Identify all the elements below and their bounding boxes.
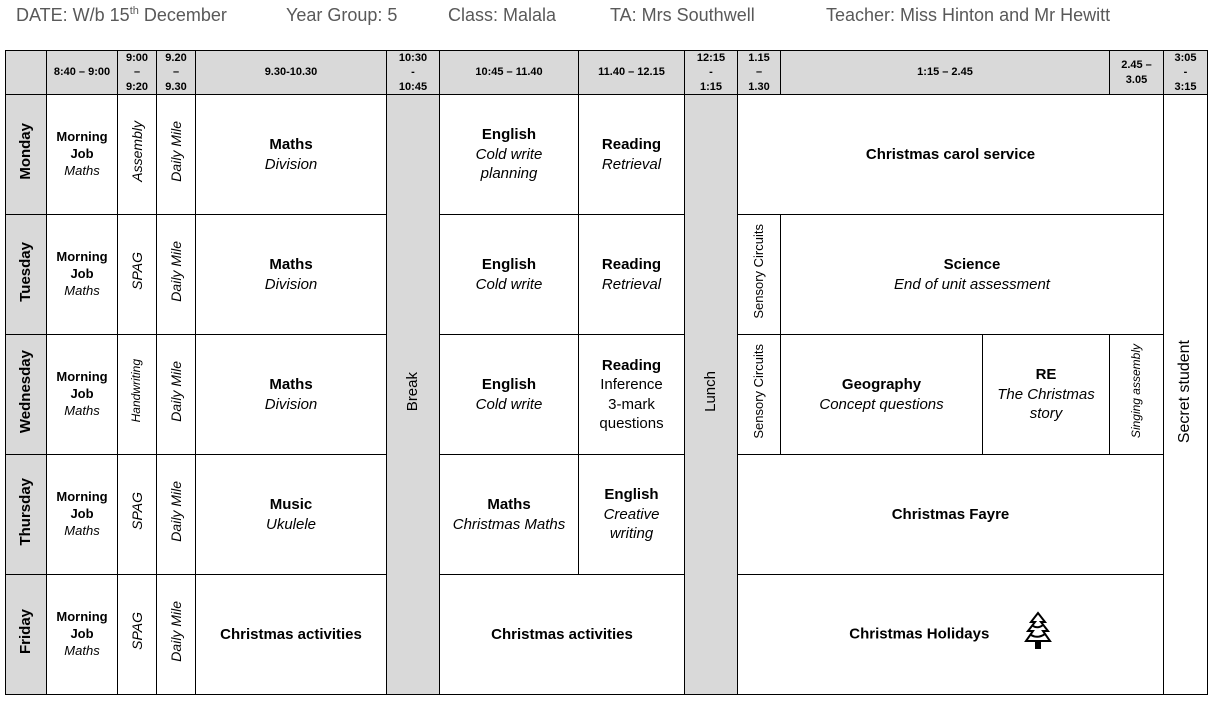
row-wednesday bbox=[6, 335, 1208, 455]
time-slot-11: 2.45 – 3.05 bbox=[1110, 51, 1164, 95]
time-slot-10: 1:15 – 2.45 bbox=[781, 51, 1110, 95]
daily-mile-cell: Daily Mile bbox=[157, 95, 196, 215]
ta-name: TA: Mrs Southwell bbox=[610, 5, 755, 25]
sensory-circuits-cell: Sensory Circuits bbox=[738, 215, 781, 335]
secret-student-cell: Secret student bbox=[1164, 95, 1208, 695]
time-slot-12: 3:05 - 3:15 bbox=[1164, 51, 1208, 95]
lesson-cell: Maths Division bbox=[196, 335, 387, 455]
time-slot-9: 1.15 – 1.30 bbox=[738, 51, 781, 95]
afternoon-cell bbox=[738, 575, 1164, 695]
afternoon-cell: Science End of unit assessment bbox=[781, 215, 1164, 335]
time-slot-7: 11.40 – 12.15 bbox=[579, 51, 685, 95]
year-group: Year Group: 5 bbox=[286, 5, 398, 25]
day-friday: Friday bbox=[6, 575, 47, 695]
sensory-circuits-cell: Sensory Circuits bbox=[738, 335, 781, 455]
geography-cell: Geography Concept questions bbox=[781, 335, 983, 455]
lesson-cell: English Cold write planning bbox=[440, 95, 579, 215]
row-friday bbox=[6, 575, 1208, 695]
morning-job-cell: Morning Job Maths bbox=[47, 215, 118, 335]
corner-cell bbox=[6, 51, 47, 95]
row-thursday bbox=[6, 455, 1208, 575]
lesson-cell: English Cold write bbox=[440, 215, 579, 335]
lesson-cell: Music Ukulele bbox=[196, 455, 387, 575]
afternoon-cell: Christmas carol service bbox=[738, 95, 1164, 215]
date-label: DATE: W/b 15th December bbox=[16, 5, 227, 25]
lesson-cell: Reading Retrieval bbox=[579, 215, 685, 335]
lunch-cell: Lunch bbox=[685, 95, 738, 695]
lesson-cell: Maths Division bbox=[196, 215, 387, 335]
lesson-cell: English Creative writing bbox=[579, 455, 685, 575]
lesson-cell: Reading Retrieval bbox=[579, 95, 685, 215]
spag-cell: SPAG bbox=[118, 215, 157, 335]
handwriting-cell: Handwriting bbox=[118, 335, 157, 455]
lesson-cell: Reading Inference 3-mark questions bbox=[579, 335, 685, 455]
daily-mile-cell: Daily Mile bbox=[157, 215, 196, 335]
time-slot-1: 8:40 – 9:00 bbox=[47, 51, 118, 95]
time-slot-2: 9:00 – 9:20 bbox=[118, 51, 157, 95]
row-monday bbox=[6, 95, 1208, 215]
time-slot-5: 10:30 - 10:45 bbox=[387, 51, 440, 95]
morning-job-cell: Morning Job Maths bbox=[47, 455, 118, 575]
spag-cell: SPAG bbox=[118, 575, 157, 695]
day-monday: Monday bbox=[6, 95, 47, 215]
assembly-cell: Assembly bbox=[118, 95, 157, 215]
lesson-cell: Maths Division bbox=[196, 95, 387, 215]
timetable bbox=[5, 50, 1208, 695]
timetable-header bbox=[0, 0, 1212, 40]
break-cell: Break bbox=[387, 95, 440, 695]
time-slot-6: 10:45 – 11.40 bbox=[440, 51, 579, 95]
lesson-cell: Christmas activities bbox=[440, 575, 685, 695]
singing-assembly-cell: Singing assembly bbox=[1110, 335, 1164, 455]
christmas-tree-icon bbox=[1024, 611, 1052, 658]
day-wednesday: Wednesday bbox=[6, 335, 47, 455]
class-name: Class: Malala bbox=[448, 5, 557, 25]
spag-cell: SPAG bbox=[118, 455, 157, 575]
daily-mile-cell: Daily Mile bbox=[157, 575, 196, 695]
lesson-cell: English Cold write bbox=[440, 335, 579, 455]
time-slot-3: 9.20 – 9.30 bbox=[157, 51, 196, 95]
re-cell: RE The Christmas story bbox=[983, 335, 1110, 455]
teacher-names: Teacher: Miss Hinton and Mr Hewitt bbox=[826, 5, 1111, 25]
row-tuesday bbox=[6, 215, 1208, 335]
daily-mile-cell: Daily Mile bbox=[157, 455, 196, 575]
time-slot-4: 9.30-10.30 bbox=[196, 51, 387, 95]
day-tuesday: Tuesday bbox=[6, 215, 47, 335]
daily-mile-cell: Daily Mile bbox=[157, 335, 196, 455]
morning-job-cell: Morning Job Maths bbox=[47, 575, 118, 695]
holidays-label: Christmas Holidays bbox=[849, 625, 990, 643]
time-row bbox=[6, 51, 1208, 95]
morning-job-cell: Morning Job Maths bbox=[47, 335, 118, 455]
morning-job-cell: Morning Job Maths bbox=[47, 95, 118, 215]
afternoon-cell: Christmas Fayre bbox=[738, 455, 1164, 575]
day-thursday: Thursday bbox=[6, 455, 47, 575]
lesson-cell: Christmas activities bbox=[196, 575, 387, 695]
lesson-cell: Maths Christmas Maths bbox=[440, 455, 579, 575]
time-slot-8: 12:15 - 1:15 bbox=[685, 51, 738, 95]
